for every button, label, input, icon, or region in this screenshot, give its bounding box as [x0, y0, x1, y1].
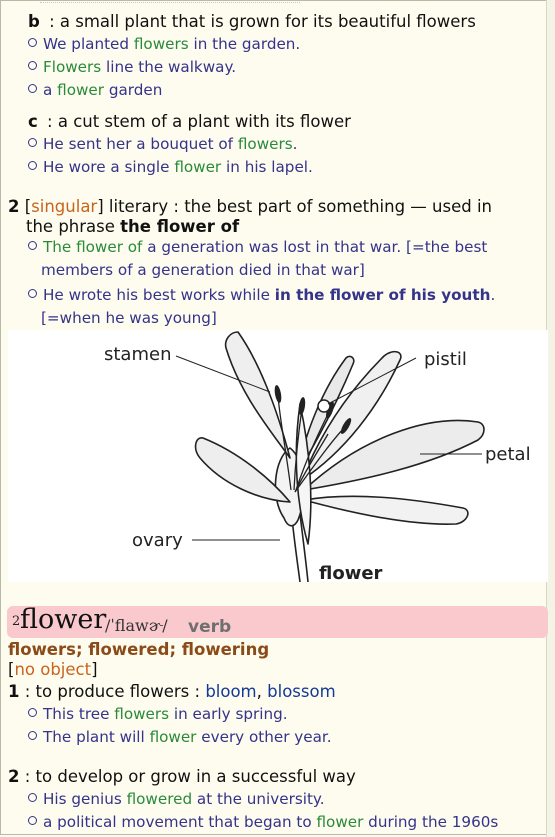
bullet-icon — [28, 289, 37, 298]
example-c-1: He sent her a bouquet of flowers. — [28, 133, 297, 156]
example-2-2-line2: [=when he was young] — [41, 309, 217, 327]
example-2-1-line2: members of a generation died in that war] — [41, 261, 365, 279]
sense-def: : a cut stem of a plant with its flower — [47, 112, 351, 131]
sense-def-line1: literary : the best part of something — used in — [108, 197, 493, 216]
synonym-link-bloom[interactable]: bloom — [205, 682, 257, 701]
example-b-1: We planted flowers in the garden. — [28, 33, 300, 56]
example-2-1: The flower of a generation was lost in that war. [=the best — [28, 236, 487, 259]
bullet-icon — [28, 161, 37, 170]
phrase: the flower of — [120, 217, 240, 236]
usage-label: singular — [31, 197, 98, 216]
bullet-icon — [28, 241, 37, 250]
petal-shape — [196, 438, 290, 502]
sense-b-definition — [28, 11, 476, 33]
example-v1-2: The plant will flower every other year. — [28, 726, 332, 749]
bullet-icon — [28, 731, 37, 740]
example-b-2: Flowers line the walkway. — [28, 56, 236, 79]
synonym-link-blossom[interactable]: blossom — [267, 682, 336, 701]
bullet-icon — [28, 708, 37, 717]
illustration-caption: flower — [319, 563, 383, 582]
sense-number: 1 — [8, 682, 20, 701]
bullet-icon — [28, 61, 37, 70]
bullet-icon — [28, 84, 37, 93]
bullet-icon — [28, 38, 37, 47]
verb-sense-1-definition: 1 : to produce flowers : bloom, blossom — [8, 682, 336, 701]
example-c-2: He wore a single flower in his lapel. — [28, 156, 313, 179]
flower-illustration — [8, 330, 548, 582]
sense-number: 2 — [8, 767, 20, 786]
petal-label: petal — [485, 444, 531, 465]
cut-off-line — [40, 0, 300, 3]
sense-letter: b — [28, 12, 40, 31]
sense-def: : a small plant that is grown for its beautiful flowers — [49, 12, 476, 31]
example-v2-1: His genius flowered at the university. — [28, 788, 325, 811]
bullet-icon — [28, 793, 37, 802]
verb-sense-2-definition: 2 : to develop or grow in a successful way — [8, 767, 356, 786]
anther-shape — [273, 385, 282, 404]
sense-number: 2 — [8, 197, 20, 216]
ovary-label: ovary — [132, 530, 183, 551]
sense-c-definition — [28, 111, 351, 133]
bullet-icon — [28, 138, 37, 147]
sense-2-definition: 2 [singular] literary : the best part of something — used in — [8, 197, 493, 216]
example-v1-1: This tree flowers in early spring. — [28, 703, 288, 726]
stigma-shape — [318, 400, 330, 412]
sense-letter: c — [28, 112, 38, 131]
stamen-label: stamen — [104, 344, 172, 365]
petal-shape — [304, 496, 468, 524]
part-of-speech: verb — [188, 617, 232, 637]
homograph-number: 2 — [12, 614, 21, 629]
pronunciation: /ˈflawɚ/ — [105, 616, 168, 635]
example-v2-2: a political movement that began to flower during the 1960s — [28, 811, 498, 834]
example-2-2: He wrote his best works while in the flower of his youth. — [28, 284, 495, 307]
flower-drawing — [8, 330, 548, 582]
sense-2-definition-line2: the phrase the flower of — [26, 217, 240, 236]
grammar-label: [no object] — [8, 660, 98, 679]
example-b-3: a flower garden — [28, 79, 162, 102]
inflected-forms: flowers; flowered; flowering — [8, 640, 270, 659]
headword: flower — [20, 604, 107, 635]
bullet-icon — [28, 816, 37, 825]
pistil-label: pistil — [424, 349, 467, 370]
